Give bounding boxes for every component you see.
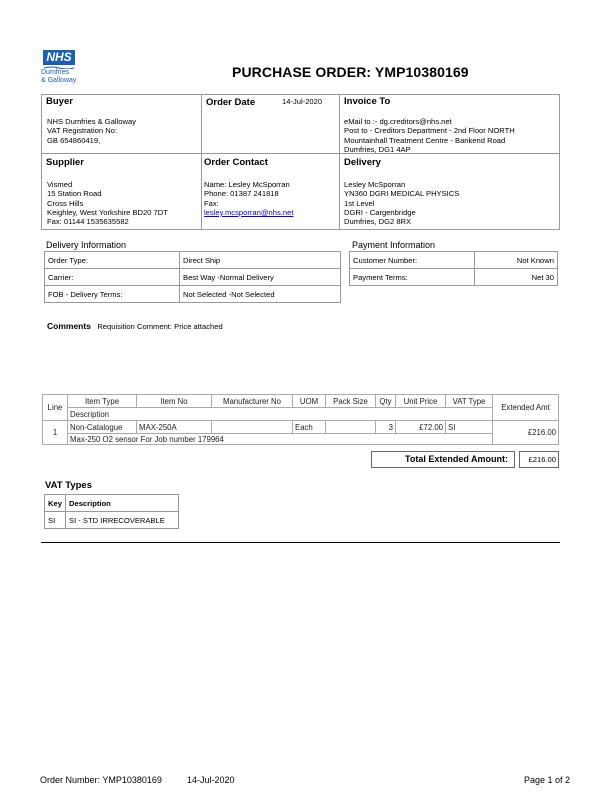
delivery-info-heading: Delivery Information	[46, 240, 127, 250]
cell-extended-amt: £216.00	[493, 421, 559, 445]
delivery-info-value: Best Way -Normal Delivery	[180, 269, 341, 286]
table-header-row	[43, 395, 559, 408]
cell-manufacturer-no	[212, 421, 293, 434]
cell-description: Max-250 O2 sensor For Job number 179964	[68, 434, 493, 445]
supplier-line: Cross Hills	[47, 198, 84, 208]
delivery-info-table	[44, 251, 341, 303]
total-value-box	[519, 451, 559, 468]
footer-page-number: Page 1 of 2	[524, 775, 571, 785]
col-header-pack-size: Pack Size	[326, 395, 376, 408]
invoice-line: Post to - Creditors Department - 2nd Floor NORTH	[344, 126, 515, 136]
table-row	[45, 512, 179, 529]
cell-pack-size	[326, 421, 376, 434]
vat-key: SI	[45, 512, 66, 529]
supplier-line: Keighley, West Yorkshire BD20 7DT	[47, 207, 168, 217]
delivery-heading: Delivery	[344, 157, 381, 168]
logo-line-1: Dumfries	[41, 69, 70, 76]
col-header-description: Description	[68, 408, 493, 421]
footer-order-number: Order Number: YMP10380169	[40, 775, 162, 785]
invoice-line: eMail to :- dg.creditors@nhs.net	[344, 117, 452, 126]
delivery-details	[344, 180, 459, 226]
footer-date: 14-Jul-2020	[187, 775, 235, 785]
contact-fax: Fax:	[204, 198, 219, 208]
supplier-line: Vismed	[47, 180, 73, 189]
buyer-heading: Buyer	[46, 96, 73, 107]
order-date-label: Order Date	[206, 97, 256, 108]
table-row	[350, 252, 558, 269]
payment-info-value: Not Known	[475, 252, 558, 269]
vat-col-description: Description	[66, 495, 179, 512]
delivery-line: DGRI - Cargenbridge	[344, 207, 416, 217]
invoice-line: Dumfries, DG1 4AP	[344, 144, 411, 154]
col-header-unit-price: Unit Price	[396, 395, 446, 408]
buyer-line: NHS Dumfries & Galloway	[47, 117, 137, 126]
cell-item-type: Non-Catalogue	[68, 421, 137, 434]
table-row	[45, 252, 341, 269]
comments-text: Requisition Comment: Price attached	[97, 322, 223, 331]
buyer-line: GB 654860419,	[47, 135, 101, 145]
payment-info-heading: Payment Information	[352, 240, 436, 250]
payment-info-label: Payment Terms:	[350, 269, 475, 286]
col-header-item-type: Item Type	[68, 395, 137, 408]
cell-vat-type: SI	[446, 421, 493, 434]
contact-email-link[interactable]: lesley.mcsporran@nhs.net	[204, 207, 294, 217]
col-header-manufacturer-no: Manufacturer No	[212, 395, 293, 408]
col-header-line: Line	[43, 395, 68, 421]
buyer-details	[47, 117, 136, 145]
divider	[41, 542, 560, 543]
table-header-row	[45, 495, 179, 512]
cell-qty: 3	[376, 421, 396, 434]
total-label-box	[371, 451, 515, 468]
contact-phone: Phone: 01387 241818	[204, 189, 279, 199]
comments	[47, 321, 223, 331]
invoice-to-heading: Invoice To	[344, 96, 391, 107]
col-header-item-no: Item No	[137, 395, 212, 408]
total-label: Total Extended Amount:	[405, 454, 508, 464]
col-header-extended-amt: Extended Amt	[493, 395, 559, 421]
table-row	[43, 421, 559, 434]
table-row	[45, 286, 341, 303]
cell-item-no: MAX-250A	[137, 421, 212, 434]
table-row	[43, 434, 559, 445]
invoice-line: Mountainhall Treatment Centre - Bankend Road	[344, 135, 506, 145]
cell-line: 1	[43, 421, 68, 445]
supplier-details	[47, 180, 168, 226]
supplier-heading: Supplier	[46, 157, 85, 168]
total-value: £216.00	[528, 455, 556, 464]
logo-line-2: & Galloway	[41, 77, 77, 84]
delivery-info-label: Order Type:	[45, 252, 180, 269]
delivery-info-label: Carrier:	[45, 269, 180, 286]
vat-types-table	[44, 494, 179, 529]
delivery-line: Lesley McSporran	[344, 180, 406, 189]
page-title: PURCHASE ORDER: YMP10380169	[232, 64, 469, 80]
cell-uom: Each	[293, 421, 326, 434]
delivery-line: Dumfries, DG2 8RX	[344, 217, 412, 227]
order-date-value: 14-Jul-2020	[282, 97, 323, 106]
table-row	[350, 269, 558, 286]
delivery-line: YN360 DGRI MEDICAL PHYSICS	[344, 189, 460, 199]
col-header-qty: Qty	[376, 395, 396, 408]
order-contact-heading: Order Contact	[204, 157, 268, 168]
buyer-line: VAT Registration No:	[47, 126, 118, 136]
col-header-uom: UOM	[293, 395, 326, 408]
vat-col-key: Key	[45, 495, 66, 512]
invoice-to-details	[344, 117, 515, 154]
delivery-info-value: Direct Ship	[180, 252, 341, 269]
payment-info-value: Net 30	[475, 269, 558, 286]
vat-description: SI - STD IRRECOVERABLE	[66, 512, 179, 529]
payment-info-table	[349, 251, 558, 286]
supplier-line: 15 Station Road	[47, 189, 102, 199]
supplier-line: Fax: 01144 1535635582	[47, 217, 129, 227]
line-items-table	[42, 394, 559, 445]
col-header-vat-type: VAT Type	[446, 395, 493, 408]
delivery-info-value: Not Selected -Not Selected	[180, 286, 341, 303]
vat-types-heading: VAT Types	[45, 480, 92, 491]
contact-name: Name: Lesley McSporran	[204, 180, 290, 189]
logo-subtitle	[41, 69, 91, 85]
nhs-logo: NHS	[43, 50, 75, 65]
delivery-info-label: FOB - Delivery Terms:	[45, 286, 180, 303]
cell-unit-price: £72.00	[396, 421, 446, 434]
table-row	[45, 269, 341, 286]
payment-info-label: Customer Number:	[350, 252, 475, 269]
order-contact-details	[204, 180, 293, 217]
comments-label: Comments	[47, 321, 91, 331]
delivery-line: 1st Level	[344, 198, 375, 208]
table-header-row	[43, 408, 559, 421]
